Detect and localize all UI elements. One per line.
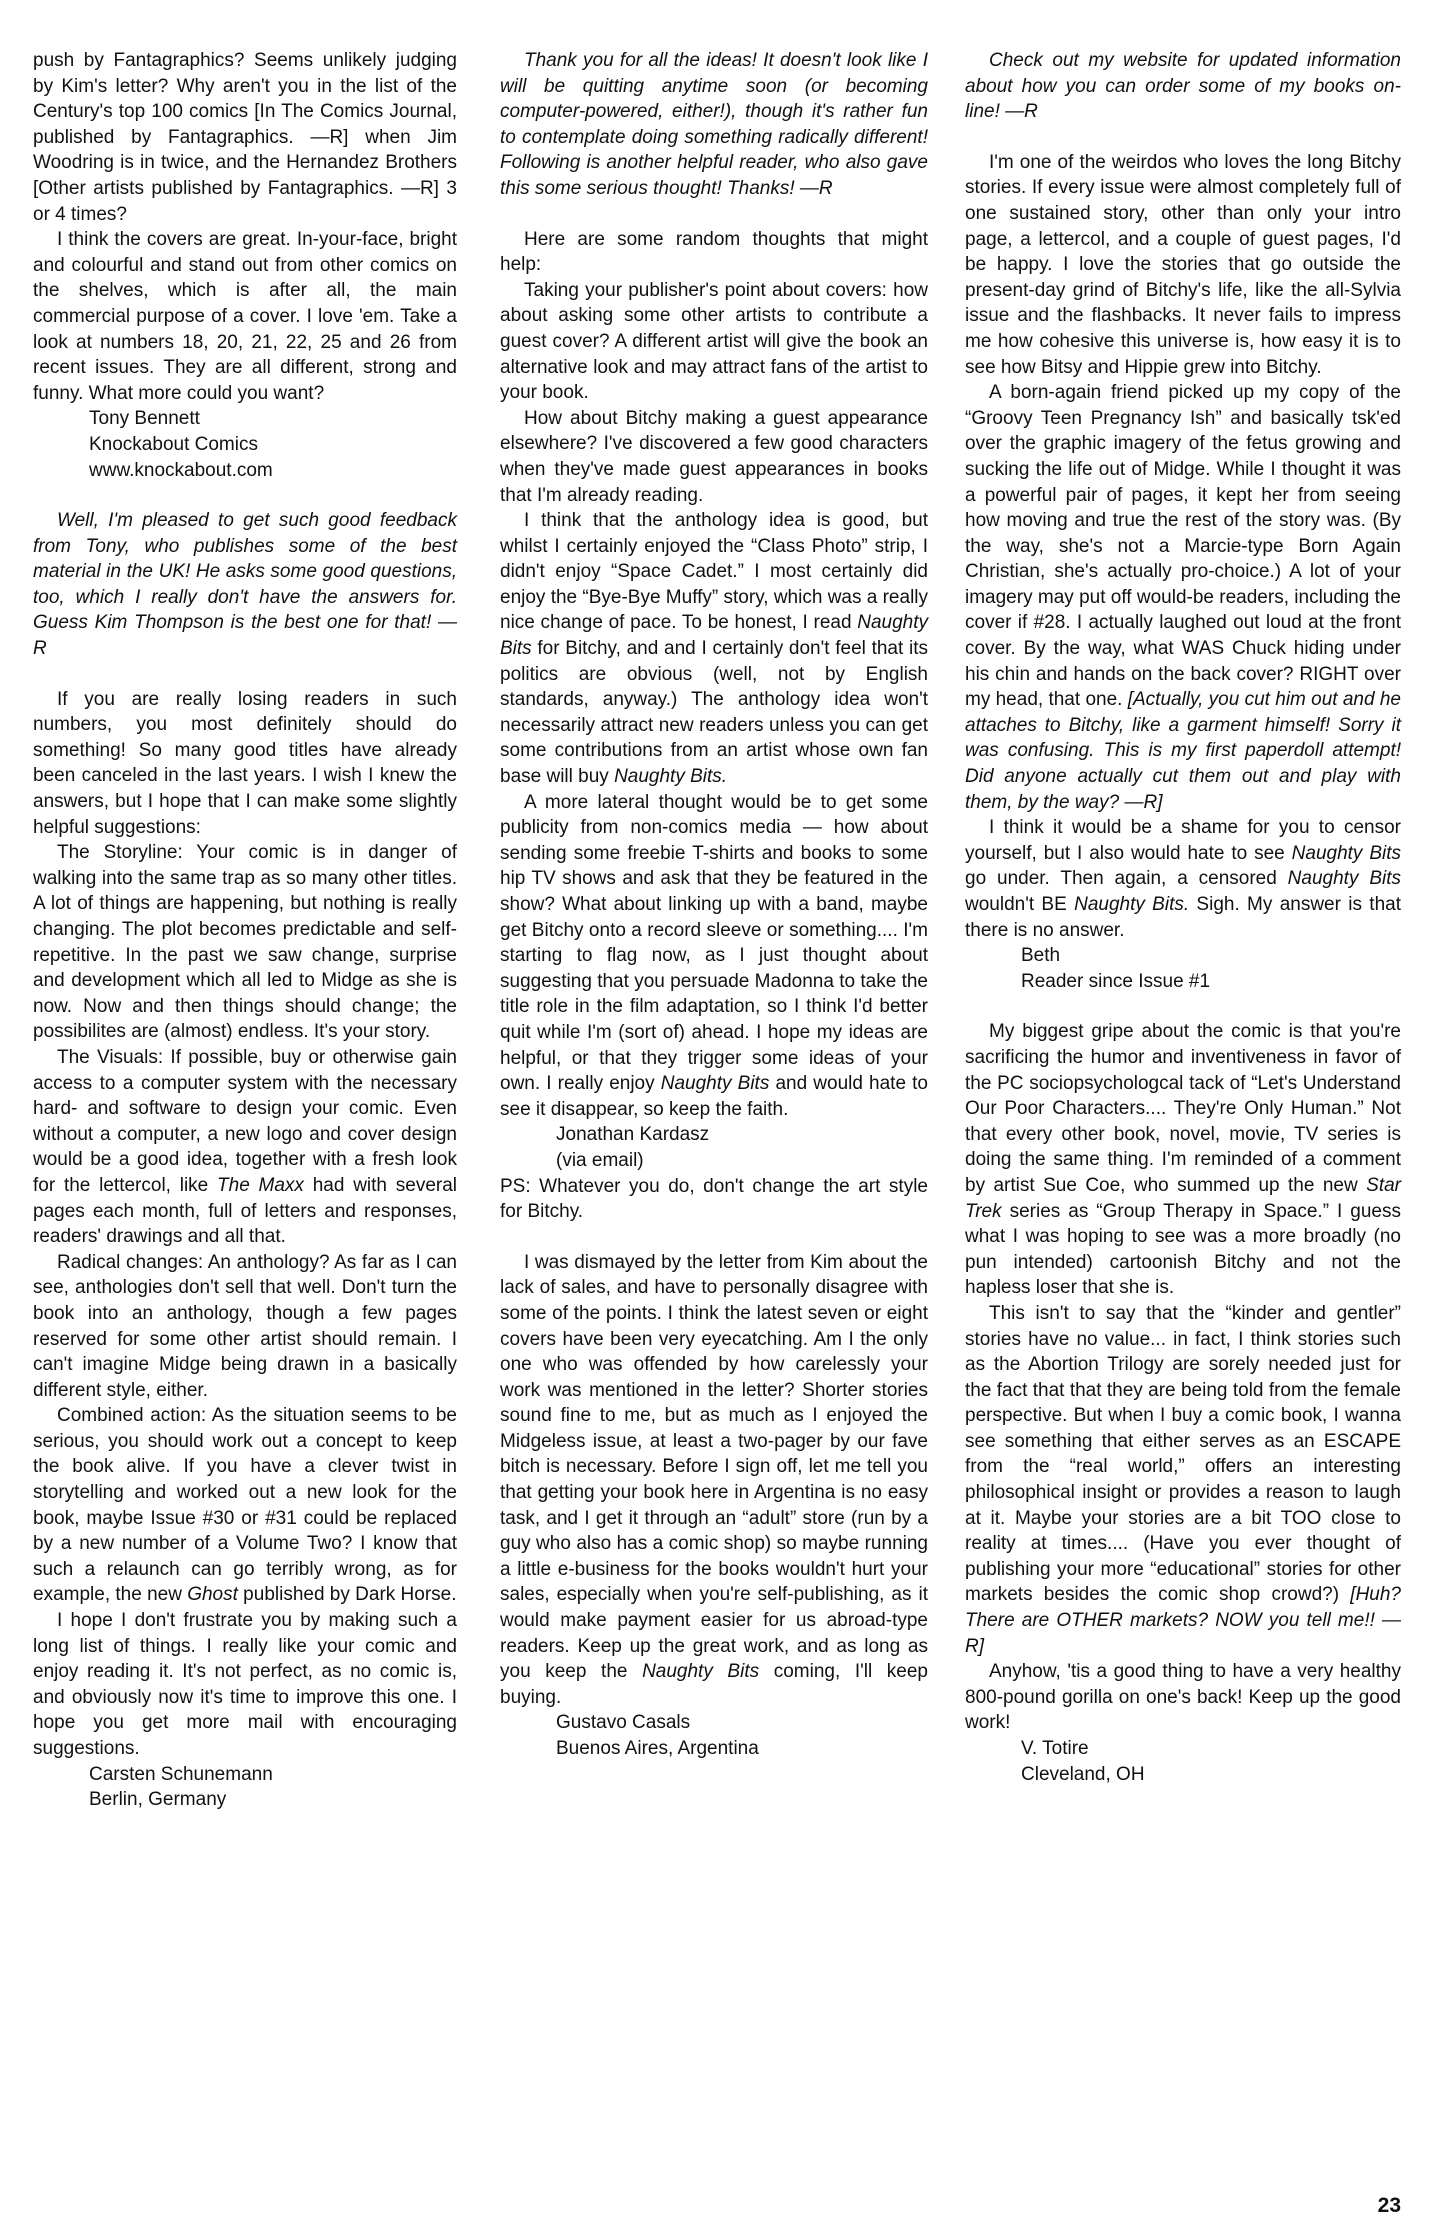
letter-signature: V. Totire xyxy=(1021,1738,1089,1759)
letter-paragraph: Combined action: As the situation seems to be serious, you should work out a concept to keep the book alive. If you have a clever twist in storytelling and worked out a new look for the book, maybe Issue #30 or #31 could be replaced by a new number of a Volume Two? I know that such a relaunch can go terribly wrong, as for example, the new Ghost published by Dark Horse. xyxy=(33,1405,457,1606)
editor-reply: Check out my website for updated information about how you can order some of my books on-line! —R xyxy=(965,50,1401,123)
column-left xyxy=(33,48,457,1813)
letter-signature: Cleveland, OH xyxy=(1021,1763,1145,1785)
column-middle xyxy=(500,48,928,1762)
letter-paragraph: push by Fantagraphics? Seems unlikely judging by Kim's letter? Why aren't you in the list of the Century's top 100 comics [In The Comics Journal, published by Fantagraphics. —R] when Jim Woodring is in twice, and the Hernandez Brothers [Other artists published by Fantagraphics. —R] 3 or 4 times? xyxy=(33,50,457,225)
letter-paragraph: The Visuals: If possible, buy or otherwise gain access to a computer system with the necessary hard- and software to design your comic. Even without a computer, a new logo and cover design would be a good idea, together with a fresh look for the lettercol, like The Maxx had with several pages each month, full of letters and responses, readers' drawings and all that. xyxy=(33,1046,457,1248)
letter-paragraph: Taking your publisher's point about covers: how about asking some other artists to contribute a guest cover? A different artist will give the book an alternative look and may attract fans of the artist to your book. xyxy=(500,279,928,404)
letter-signature: Buenos Aires, Argentina xyxy=(556,1738,759,1759)
letter-paragraph: Here are some random thoughts that might help: xyxy=(500,228,928,276)
letter-paragraph: How about Bitchy making a guest appearance elsewhere? I've discovered a few good characters when they've made guest appearances in books that I'm already reading. xyxy=(500,407,928,506)
letter-signature: Jonathan Kardasz xyxy=(556,1124,710,1146)
letter-paragraph: Anyhow, 'tis a good thing to have a very healthy 800-pound gorilla on one's back! Keep up the good work! xyxy=(965,1661,1401,1734)
letter-paragraph: The Storyline: Your comic is in danger of walking into the same trap as so many other titles. A lot of things are happening, but nothing is really changing. The plot becomes predictable and self-repetitive. In the past we saw change, surprise and development which all led to Midge as she is now. Now and then things should change; the possibilites are (almost) endless. It's your story. xyxy=(33,842,457,1043)
letter-signature: Berlin, Germany xyxy=(89,1789,227,1811)
letter-paragraph: A born-again friend picked up my copy of the “Groovy Teen Pregnancy Ish” and basically tsk'ed over the graphic imagery of the fetus growing and sucking the life out of Midge. While I thought it was a powerful pair of pages, it kept her from seeing how moving and true the rest of the story was. (By the way, she's not a Marcie-type Born Again Christian, she's actually pro-choice.) A lot of your imagery may put off would-be readers, including the cover if #28. I actually laughed out loud at the front cover. By the way, what WAS Chuck hiding under his chin and hands on the back cover? RIGHT over my head, that one. [Actually, you cut him out and he attaches to Bitchy, like a garment himself! Sorry it was confusing. This is my first paperdoll attempt! Did anyone actually cut them out and play with them, by the way? —R] xyxy=(965,382,1401,813)
letter-paragraph: If you are really losing readers in such numbers, you most definitely should do something! So many good titles have already been canceled in the last years. I wish I knew the answers, but I hope that I can make some slightly helpful suggestions: xyxy=(33,688,457,838)
letter-paragraph: I think it would be a shame for you to censor yourself, but I also would hate to see Naughty Bits go under. Then again, a censored Naughty Bits wouldn't BE Naughty Bits. Sigh. My answer is that there is no answer. xyxy=(965,817,1401,941)
letter-signature: Knockabout Comics xyxy=(89,433,258,455)
column-right xyxy=(965,48,1401,1787)
letter-paragraph: A more lateral thought would be to get some publicity from non-comics media — how about sending some freebie T-shirts and books to some hip TV shows and ask that they be featured in the show? What about linking up with a band, maybe get Bitchy onto a record sleeve or something.... I'm starting to flag now, as I just thought about suggesting that you persuade Madonna to take the title role in the film adaptation, so I think I'd better quit while I'm (sort of) ahead. I hope my ideas are helpful, or that they trigger some ideas of your own. I really enjoy Naughty Bits and would hate to see it disappear, so keep the faith. xyxy=(500,791,928,1120)
editor-reply: Thank you for all the ideas! It doesn't look like I will be quitting anytime soon (or becoming computer-powered, either!), though it's rather fun to contemplate doing something radically different! Following is another helpful reader, who also gave this some serious thought! Thanks! —R xyxy=(500,50,928,199)
letter-paragraph: This isn't to say that the “kinder and gentler” stories have no value... in fact, I think stories such as the Abortion Trilogy are sorely needed just for the fact that that they are being told from the female perspective. But when I buy a comic book, I wanna see something that either serves as an ESCAPE from the “real world,” offers an interesting philosophical insight or provides a reason to laugh at it. Maybe your stories are a bit TOO close to reality at times.... (Have you ever thought of publishing your more “educational” stories for other markets besides the comic shop crowd?) [Huh? There are OTHER markets? NOW you tell me!! —R] xyxy=(965,1302,1401,1657)
letter-paragraph: I was dismayed by the letter from Kim about the lack of sales, and have to personally disagree with some of the points. I think the latest seven or eight covers have been very eyecatching. Am I the only one who was offended by how carelessly your work was mentioned in the letter? Shorter stories sound fine to me, but as much as I enjoyed the Midgeless issue, at least a two-pager by our fave bitch is necessary. Before I sign off, let me tell you that getting your book here in Argentina is no easy task, and I get it through an “adult” store (run by a guy who also has a comic shop) so maybe running a little e-business for the books wouldn't hurt your sales, especially when you're self-publishing, as it would make payment easier for us abroad-type readers. Keep up the great work, and as long as you keep the Naughty Bits coming, I'll keep buying. xyxy=(500,1251,928,1708)
letter-paragraph: I'm one of the weirdos who loves the long Bitchy stories. If every issue were almost completely full of one sustained story, other than only your intro page, a lettercol, and a couple of guest pages, I'd be happy. I love the stories that go outside the present-day grind of Bitchy's life, like the all-Sylvia issue and the flashbacks. It never fails to impress me how cohesive this universe is, how easy it is to see how Bitsy and Hippie grew into Bitchy. xyxy=(965,151,1401,378)
letter-signature: Tony Bennett xyxy=(89,408,200,430)
letter-signature: Carsten Schunemann xyxy=(89,1763,273,1785)
letter-signature: Gustavo Casals xyxy=(556,1712,691,1734)
letter-paragraph: I hope I don't frustrate you by making such a long list of things. I really like your comic and enjoy reading it. It's not perfect, as no comic is, and obviously now it's time to improve this one. I hope you get more mail with encouraging suggestions. xyxy=(33,1610,457,1759)
editor-reply: Well, I'm pleased to get such good feedback from Tony, who publishes some of the best material in the UK! He asks some good questions, too, which I really don't have the answers for. Guess Kim Thompson is the best one for that! —R xyxy=(33,510,457,660)
letter-postscript: PS: Whatever you do, don't change the art style for Bitchy. xyxy=(500,1175,928,1223)
letter-paragraph: I think the covers are great. In-your-face, bright and colourful and stand out from other comics on the shelves, which is after all, the main commercial purpose of a cover. I love 'em. Take a look at numbers 18, 20, 21, 22, 25 and 26 from recent issues. They are all different, strong and funny. What more could you want? xyxy=(33,229,457,404)
letter-signature: (via email) xyxy=(556,1149,644,1171)
letter-signature: Beth xyxy=(1021,945,1061,967)
letter-paragraph: Radical changes: An anthology? As far as I can see, anthologies don't sell that well. Don't turn the book into an anthology, though a few pages reserved for some other artist should remain. I can't imagine Midge being drawn in a basically different style, either. xyxy=(33,1251,457,1401)
letter-signature: www.knockabout.com xyxy=(89,459,273,481)
letter-paragraph: I think that the anthology idea is good, but whilst I certainly enjoyed the “Class Photo” strip, I didn't enjoy “Space Cadet.” I most certainly did enjoy the “Bye-Bye Muffy” story, which was a really nice change of pace. To be honest, I read Naughty Bits for Bitchy, and and I certainly don't feel that its politics are obvious (well, not by English standards, anyway.) The anthology idea won't necessarily attract new readers unless you can get some contributions from an artist whose own fan base will buy Naughty Bits. xyxy=(500,510,929,788)
page-number: 23 xyxy=(1377,2194,1401,2217)
letter-signature: Reader since Issue #1 xyxy=(1021,970,1211,992)
letter-paragraph: My biggest gripe about the comic is that you're sacrificing the humor and inventiveness in favor of the PC sociopsychologcal tack of “Let's Understand Our Poor Characters.... They're Only Human.” Not that every other book, novel, movie, TV series is doing the same thing. I'm reminded of a comment by artist Sue Coe, who summed up the new Star Trek series as “Group Therapy in Space.” I guess what I was hoping to see was a more broadly (no pun intended) cartoonish Bitchy and not the hapless loser that she is. xyxy=(965,1021,1401,1299)
